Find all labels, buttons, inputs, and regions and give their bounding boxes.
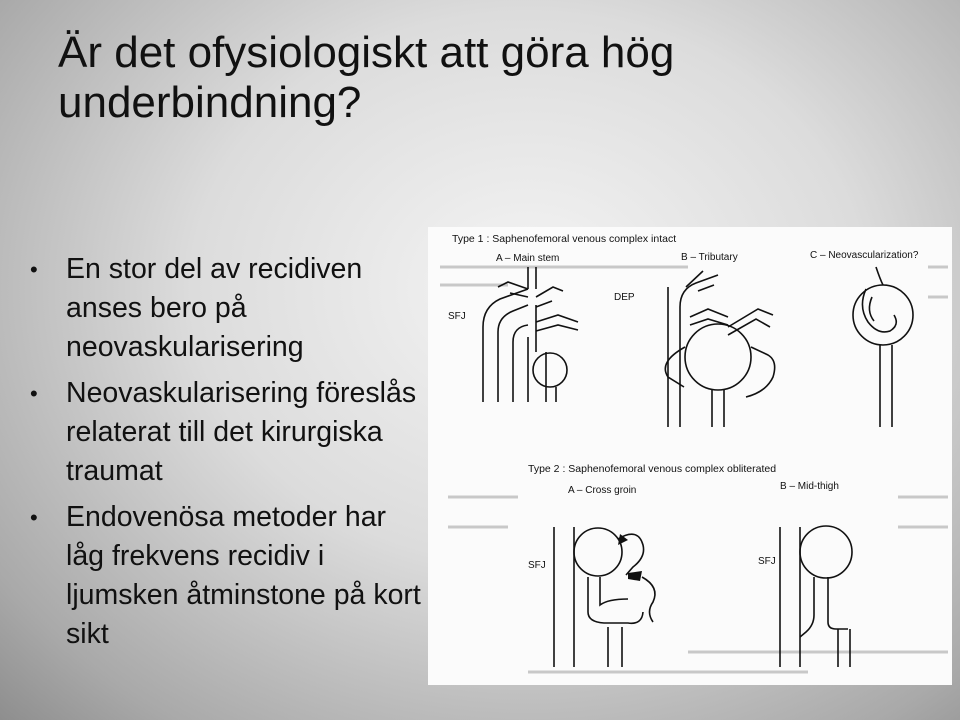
bullet-item	[30, 498, 430, 654]
bullet-dot: •	[30, 257, 38, 282]
panel-1b-tributary-drawing	[665, 271, 774, 427]
type2-a-label: A – Cross groin	[568, 485, 637, 496]
bullet-text: Endovenösa metoder har låg frekvens recidiv i ljumsken åtminstone på kort sikt	[66, 501, 421, 650]
bullet-dot: •	[30, 505, 38, 530]
panel-1a-main-stem-drawing	[483, 267, 578, 402]
type2-b-sfj-label: SFJ	[758, 556, 776, 567]
panel-2b-mid-thigh-drawing	[780, 526, 852, 667]
ligation-marker-icon	[628, 571, 642, 581]
bullet-text: En stor del av recidiven anses bero på neovaskularisering	[66, 253, 363, 363]
type2-a-sfj-label: SFJ	[528, 560, 546, 571]
type1-c-label: C – Neovascularization?	[810, 250, 919, 261]
slide-title: Är det ofysiologiskt att göra hög underbindning?	[58, 28, 675, 127]
type2-heading: Type 2 : Saphenofemoral venous complex obliterated	[528, 463, 777, 475]
bullet-list	[30, 250, 430, 661]
panel-2a-cross-groin-drawing	[554, 527, 655, 667]
bullet-dot: •	[30, 381, 38, 406]
recurrence-diagram	[428, 227, 952, 685]
type1-a-label: A – Main stem	[496, 253, 560, 264]
recurrence-diagram-figure	[428, 227, 952, 685]
bullet-item	[30, 250, 430, 367]
bullet-text: Neovaskularisering föreslås relaterat till det kirurgiska traumat	[66, 377, 417, 487]
type1-dep-label: DEP	[614, 292, 635, 303]
type1-sfj-label: SFJ	[448, 311, 466, 322]
type1-heading: Type 1 : Saphenofemoral venous complex intact	[452, 233, 677, 245]
panel-1c-neovascularization-drawing	[853, 267, 913, 427]
bullet-item	[30, 374, 430, 491]
type1-b-label: B – Tributary	[681, 252, 738, 263]
type2-b-label: B – Mid-thigh	[780, 481, 839, 492]
